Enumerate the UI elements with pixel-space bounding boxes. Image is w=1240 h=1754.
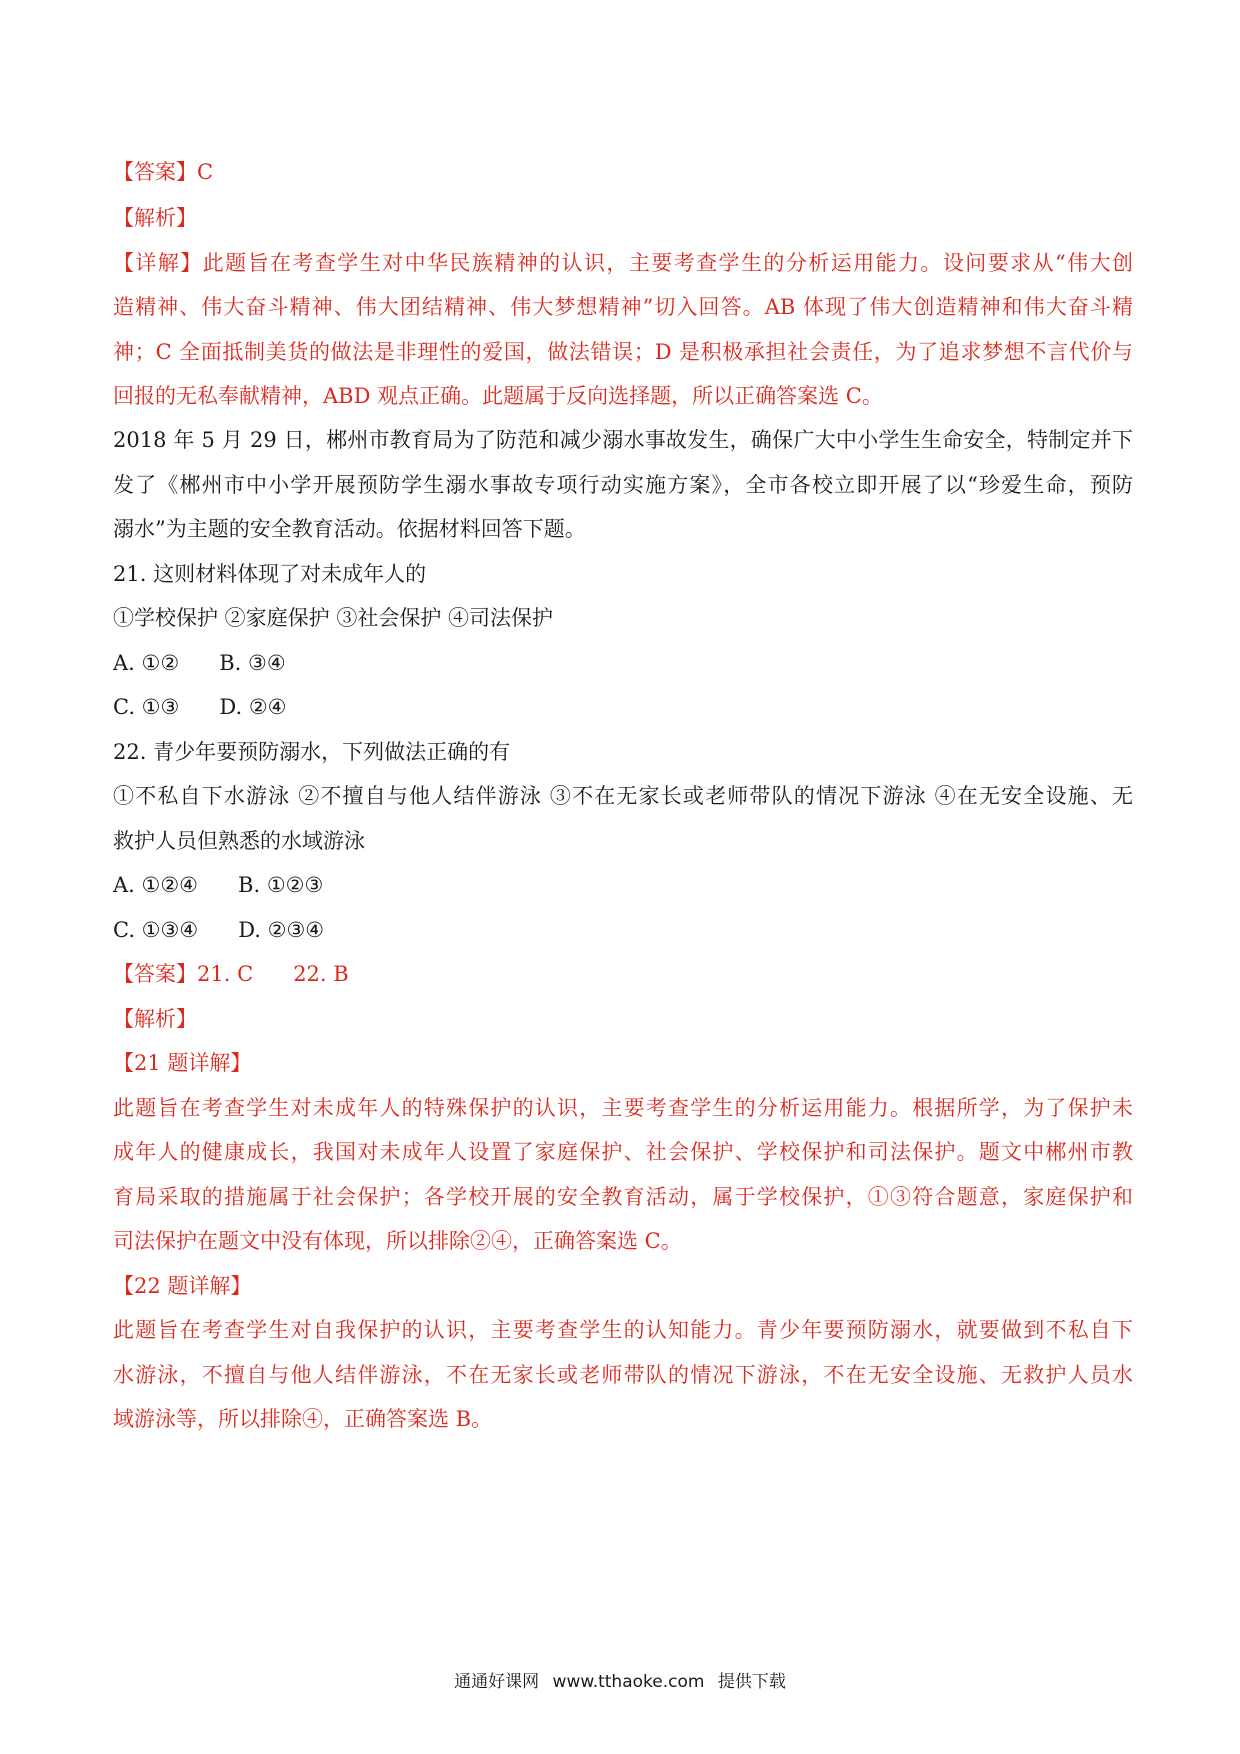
detail-22-label: 【22 题详解】 (113, 1274, 252, 1298)
answer-label: 【答案】21. C 22. B (113, 962, 349, 986)
detail-21-label: 【21 题详解】 (113, 1051, 252, 1075)
detail-line: 水游泳，不擅自与他人结伴游泳，不在无家长或老师带队的情况下游泳，不在无安全设施、无救护人员水 (113, 1363, 1133, 1387)
detail-line: 司法保护在题文中没有体现，所以排除②④，正确答案选 C。 (113, 1229, 682, 1253)
detail-line: 成年人的健康成长，我国对未成年人设置了家庭保护、社会保护、学校保护和司法保护。题文中郴州市教 (113, 1140, 1133, 1164)
detail-line: 域游泳等，所以排除④，正确答案选 B。 (113, 1407, 493, 1431)
material-line: 溺水”为主题的安全教育活动。依据材料回答下题。 (113, 517, 586, 541)
footer-suffix: 提供下载 (717, 1672, 786, 1692)
question-21-choices-ab: A. ①② B. ③④ (113, 651, 286, 675)
footer-url[interactable]: www.tthaoke.com (552, 1672, 705, 1692)
question-22-choices-ab: A. ①②④ B. ①②③ (113, 873, 324, 897)
footer-site-name: 通通好课网 (454, 1672, 540, 1692)
detail-line: 神；C 全面抵制美货的做法是非理性的爱国，做法错误；D 是积极承担社会责任，为了追求梦想不言代价与 (113, 340, 1133, 364)
answer-label: 【答案】C (113, 160, 214, 184)
detail-line: 此题旨在考查学生对未成年人的特殊保护的认识，主要考查学生的分析运用能力。根据所学，为了保护未 (113, 1096, 1133, 1120)
analysis-label: 【解析】 (113, 1007, 197, 1031)
material-line: 发了《郴州市中小学开展预防学生溺水事故专项行动实施方案》，全市各校立即开展了以“珍爱生命，预防 (113, 473, 1133, 497)
question-21-choices-cd: C. ①③ D. ②④ (113, 695, 287, 719)
question-22-options: ①不私自下水游泳 ②不擅自与他人结伴游泳 ③不在无家长或老师带队的情况下游泳 ④在无安全设施、无 (113, 784, 1133, 808)
question-22-options: 救护人员但熟悉的水域游泳 (113, 829, 365, 853)
material-line: 2018 年 5 月 29 日，郴州市教育局为了防范和减少溺水事故发生，确保广大中小学生生命安全，特制定并下 (113, 428, 1133, 452)
page-footer (0, 1670, 1240, 1694)
detail-line: 回报的无私奉献精神，ABD 观点正确。此题属于反向选择题，所以正确答案选 C。 (113, 384, 883, 408)
analysis-label: 【解析】 (113, 206, 197, 230)
question-22-stem: 22. 青少年要预防溺水，下列做法正确的有 (113, 740, 511, 764)
detail-line: 此题旨在考查学生对自我保护的认识，主要考查学生的认知能力。青少年要预防溺水，就要做到不私自下 (113, 1318, 1133, 1342)
detail-line: 【详解】此题旨在考查学生对中华民族精神的认识，主要考查学生的分析运用能力。设问要求从“伟大创 (113, 251, 1133, 275)
question-22-choices-cd: C. ①③④ D. ②③④ (113, 918, 325, 942)
question-21-stem: 21. 这则材料体现了对未成年人的 (113, 562, 427, 586)
detail-line: 育局采取的措施属于社会保护；各学校开展的安全教育活动，属于学校保护，①③符合题意，家庭保护和 (113, 1185, 1133, 1209)
question-21-options: ①学校保护 ②家庭保护 ③社会保护 ④司法保护 (113, 606, 554, 630)
detail-line: 造精神、伟大奋斗精神、伟大团结精神、伟大梦想精神”切入回答。AB 体现了伟大创造精神和伟大奋斗精 (113, 295, 1133, 319)
